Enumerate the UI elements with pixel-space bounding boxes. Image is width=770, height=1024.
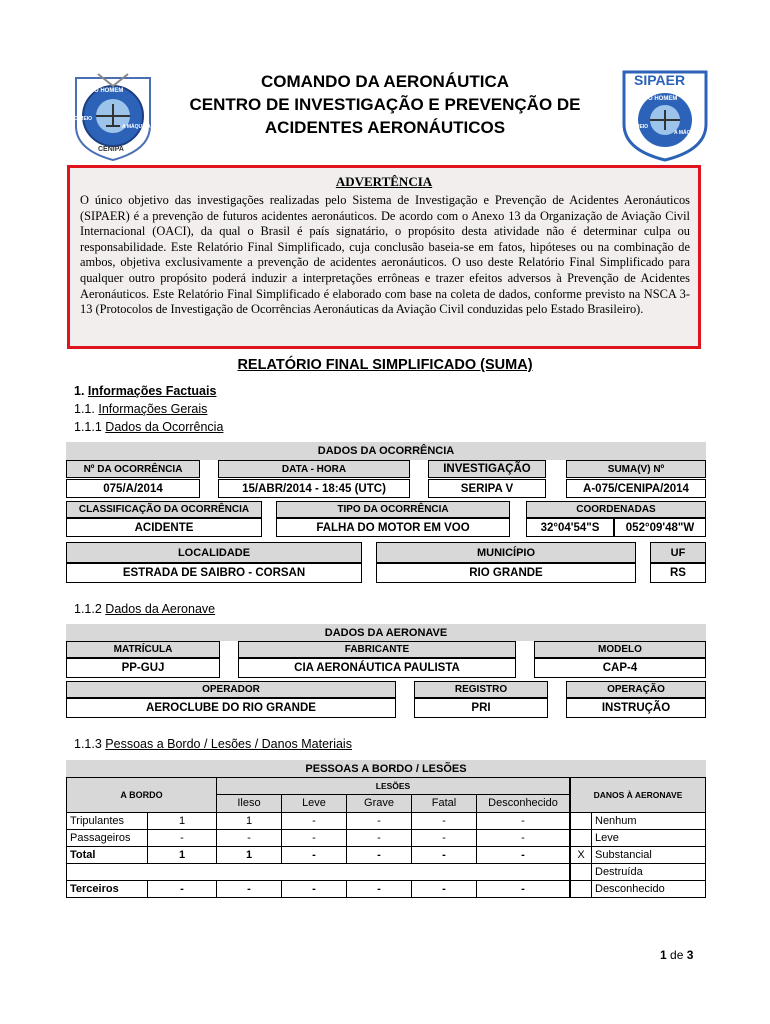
people-bar: PESSOAS A BORDO / LESÕES	[66, 760, 706, 777]
logo-top-text: O HOMEM	[94, 88, 124, 94]
col-fatal: Fatal	[412, 794, 477, 812]
col-leve: Leve	[282, 794, 347, 812]
section-1-1-2-title: Dados da Aeronave	[105, 602, 216, 616]
occ-class-header: CLASSIFICAÇÃO DA OCORRÊNCIA	[66, 501, 262, 518]
section-1-1: 1.1. Informações Gerais	[74, 402, 208, 416]
occ-inv-value: SERIPA V	[428, 479, 546, 498]
header-line3: ACIDENTES AERONÁUTICOS	[264, 118, 506, 137]
damage-row-desconhecido: Desconhecido	[571, 881, 706, 898]
occ-loc-value: ESTRADA DE SAIBRO - CORSAN	[66, 563, 362, 583]
occ-inv-header: INVESTIGAÇÃO	[428, 460, 546, 478]
occ-mun-value: RIO GRANDE	[376, 563, 636, 583]
logo-bottom-text: CENIPA	[98, 146, 124, 153]
section-1: 1. Informações Factuais	[74, 384, 217, 398]
people-row-terceiros: Terceiros - - - - - -	[67, 881, 570, 898]
damage-row-nenhum: Nenhum	[571, 813, 706, 830]
occ-uf-header: UF	[650, 542, 706, 563]
damage-row-destruida: Destruída	[571, 864, 706, 881]
ac-oper-value: INSTRUÇÃO	[566, 698, 706, 718]
ac-fab-header: FABRICANTE	[238, 641, 516, 658]
occ-mun-header: MUNICÍPIO	[376, 542, 636, 563]
occ-type-header: TIPO DA OCORRÊNCIA	[276, 501, 510, 518]
occ-uf-value: RS	[650, 563, 706, 583]
col-grave: Grave	[347, 794, 412, 812]
header-title	[150, 70, 620, 139]
header-line2: CENTRO DE INVESTIGAÇÃO E PREVENÇÃO DE	[189, 95, 581, 114]
sipaer-ring-text: O HOMEM	[648, 96, 678, 102]
ac-op-header: OPERADOR	[66, 681, 396, 698]
occ-date-value: 15/ABR/2014 - 18:45 (UTC)	[218, 479, 410, 498]
lesoes-header: LESÕES	[217, 778, 570, 795]
damage-row-leve: Leve	[571, 830, 706, 847]
ac-oper-header: OPERAÇÃO	[566, 681, 706, 698]
sipaer-logo	[620, 66, 710, 162]
warning-text: O único objetivo das investigações realizadas pelo Sistema de Investigação e Prevenção de Acidentes Aeronáuticos (SIPAER) é a prevenção de futuros acidentes aeronáuticos. De acordo com o Anexo 13 da Organização de Aviação Civil Internacional (OACI), da qual o Brasil é país signatário, o propósito desta atividade não é determinar culpa ou responsabilidade. Este Relatório Final Simplificado, cuja conclusão baseia-se em fatos, hipóteses ou na combinação de ambos, objetiva exclusivamente a prevenção de acidentes aeronáuticos. O uso deste Relatório Final Simplificado para qualquer outro propósito poderá induzir a interpretações errôneas e trazer efeitos adversos à Prevenção de Acidentes Aeronáuticos. Este Relatório Final Simplificado é elaborado com base na coleta de dados, conforme previsto na NSCA 3-13 (Protocolos de Investigação de Ocorrências Aeronáuticas da Aviação Civil conduzidas pelo Estado Brasileiro).	[80, 193, 690, 317]
ac-op-value: AEROCLUBE DO RIO GRANDE	[66, 698, 396, 718]
ac-mat-value: PP-GUJ	[66, 658, 220, 678]
people-row-tripulantes: Tripulantes 1 1 - - - -	[67, 813, 570, 830]
header-line1: COMANDO DA AERONÁUTICA	[260, 72, 510, 91]
occ-num-header: Nº DA OCORRÊNCIA	[66, 460, 200, 478]
occ-suma-value: A-075/CENIPA/2014	[566, 479, 706, 498]
ac-fab-value: CIA AERONÁUTICA PAULISTA	[238, 658, 516, 678]
a-bordo-header: A BORDO	[67, 778, 217, 813]
sipaer-side-text: O MEIO	[630, 124, 649, 130]
report-title: RELATÓRIO FINAL SIMPLIFICADO (SUMA)	[237, 357, 533, 373]
occ-suma-header: SUMA(V) Nº	[566, 460, 706, 478]
logo-side-text: O MEIO	[74, 116, 93, 122]
warning-title: ADVERTÊNCIA	[335, 174, 433, 189]
people-row-passageiros: Passageiros - - - - - -	[67, 830, 570, 847]
section-1-1-1: 1.1.1 Dados da Ocorrência	[74, 420, 224, 434]
occ-lat-value: 32°04'54"S	[526, 518, 614, 537]
occ-num-value: 075/A/2014	[66, 479, 200, 498]
people-row-spacer	[67, 864, 570, 881]
danos-header: DANOS À AERONAVE	[571, 778, 706, 813]
occ-class-value: ACIDENTE	[66, 518, 262, 537]
section-1-1-3: 1.1.3 Pessoas a Bordo / Lesões / Danos Materiais	[74, 737, 352, 751]
occ-type-value: FALHA DO MOTOR EM VOO	[276, 518, 510, 537]
aircraft-bar: DADOS DA AERONAVE	[66, 624, 706, 641]
col-desconhecido: Desconhecido	[477, 794, 570, 812]
occ-loc-header: LOCALIDADE	[66, 542, 362, 563]
damage-table	[570, 777, 706, 898]
section-1-1-1-title: Dados da Ocorrência	[105, 420, 224, 434]
warning-box	[67, 165, 701, 349]
ac-mod-value: CAP-4	[534, 658, 706, 678]
section-1-title: Informações Factuais	[87, 384, 217, 398]
occ-lon-value: 052°09'48"W	[614, 518, 706, 537]
cenipa-logo	[68, 66, 158, 162]
occurrence-bar: DADOS DA OCORRÊNCIA	[66, 442, 706, 460]
section-1-1-2: 1.1.2 Dados da Aeronave	[74, 602, 216, 616]
ac-reg-value: PRI	[414, 698, 548, 718]
section-1-1-title: Informações Gerais	[98, 402, 208, 416]
damage-row-substancial: X Substancial	[571, 847, 706, 864]
sipaer-right-text: A MÁQUINA	[674, 130, 703, 136]
col-ileso: Ileso	[217, 794, 282, 812]
occ-coord-header: COORDENADAS	[526, 501, 706, 518]
page-number: 1 de 3	[660, 948, 694, 962]
people-header-row	[67, 778, 570, 795]
ac-mat-header: MATRÍCULA	[66, 641, 220, 658]
section-1-1-3-title: Pessoas a Bordo / Lesões / Danos Materiais	[105, 737, 352, 751]
ac-reg-header: REGISTRO	[414, 681, 548, 698]
occ-date-header: DATA - HORA	[218, 460, 410, 478]
people-row-total: Total 1 1 - - - -	[67, 847, 570, 864]
sipaer-text: SIPAER	[634, 72, 686, 88]
ac-mod-header: MODELO	[534, 641, 706, 658]
people-table	[66, 777, 570, 898]
logo-right-text: A MÁQUINA	[122, 124, 151, 130]
